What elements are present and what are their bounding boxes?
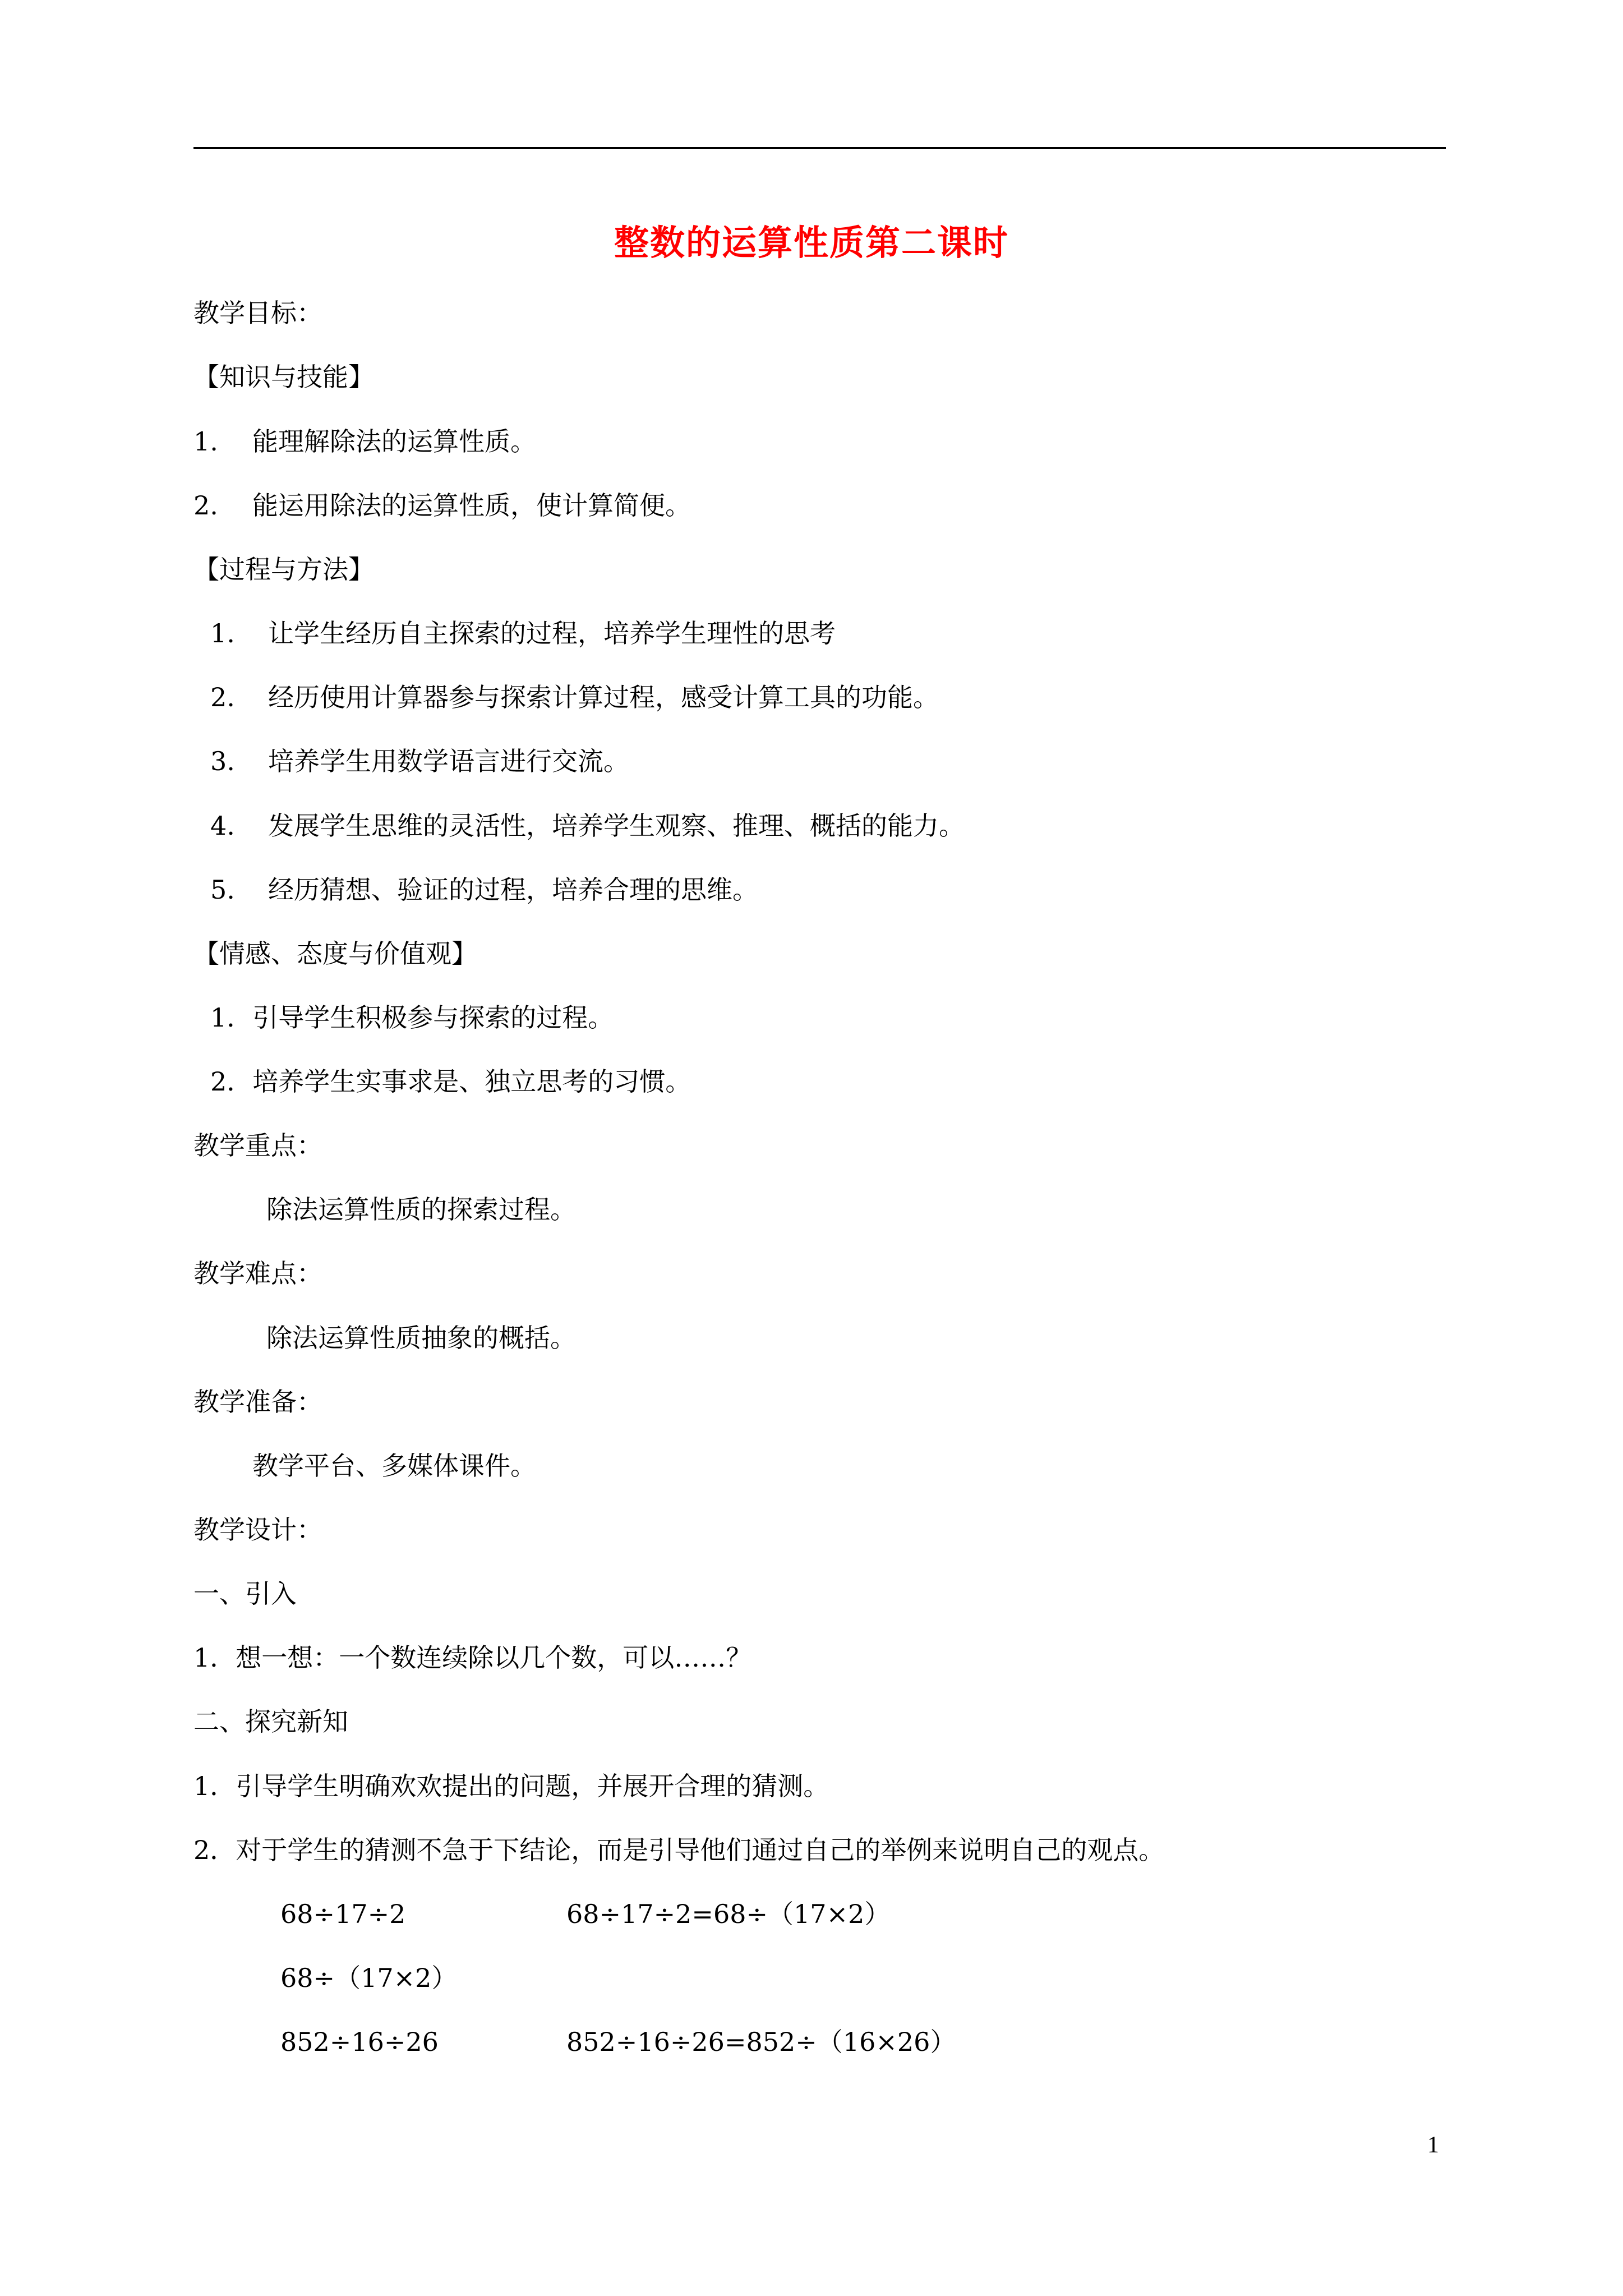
section-intro-heading: 一、引入	[193, 1579, 297, 1609]
item-number: 1.	[193, 426, 218, 457]
process-item	[210, 873, 758, 907]
process-heading: 【过程与方法】	[193, 554, 374, 585]
knowledge-item	[193, 425, 536, 458]
difficulty-label: 教学难点：	[193, 1258, 322, 1289]
item-number: 2.	[193, 490, 218, 521]
item-text: 培养学生用数学语言进行交流。	[268, 746, 629, 776]
item-number: 5.	[210, 875, 235, 905]
item-number: 2.	[210, 682, 235, 712]
example-equation: 852÷16÷26=852÷（16×26）	[566, 2027, 956, 2057]
process-item	[210, 680, 939, 714]
example-equation: 68÷17÷2=68÷（17×2）	[566, 1899, 891, 1929]
item-text: 能运用除法的运算性质，使计算简便。	[252, 490, 691, 521]
item-number: 1.	[210, 618, 235, 648]
section-explore-item: 2．对于学生的猜测不急于下结论，而是引导他们通过自己的举例来说明自己的观点。	[193, 1835, 1165, 1865]
item-number: 4.	[210, 811, 235, 841]
emotion-item: 1．引导学生积极参与探索的过程。	[210, 1002, 614, 1033]
process-item	[210, 809, 965, 843]
knowledge-heading: 【知识与技能】	[193, 362, 374, 392]
preparation-label: 教学准备：	[193, 1387, 322, 1417]
preparation-text: 教学平台、多媒体课件。	[252, 1451, 536, 1481]
page-number: 1	[1427, 2132, 1439, 2158]
key-point-text: 除法运算性质的探索过程。	[266, 1194, 576, 1225]
process-item	[210, 616, 836, 650]
example-expression: 852÷16÷26	[280, 2027, 439, 2057]
teaching-goals-label: 教学目标：	[193, 298, 322, 328]
item-text: 经历使用计算器参与探索计算过程，感受计算工具的功能。	[268, 682, 939, 712]
item-number: 3.	[210, 746, 235, 776]
item-text: 能理解除法的运算性质。	[252, 426, 536, 457]
design-label: 教学设计：	[193, 1515, 322, 1545]
item-text: 发展学生思维的灵活性，培养学生观察、推理、概括的能力。	[268, 811, 965, 841]
item-text: 经历猜想、验证的过程，培养合理的思维。	[268, 875, 758, 905]
header-rule	[193, 147, 1446, 149]
key-point-label: 教学重点：	[193, 1130, 322, 1161]
knowledge-item	[193, 489, 691, 522]
difficulty-text: 除法运算性质抽象的概括。	[266, 1323, 576, 1353]
emotion-heading: 【情感、态度与价值观】	[193, 938, 477, 969]
example-expression: 68÷（17×2）	[280, 1963, 458, 1993]
example-expression: 68÷17÷2	[280, 1899, 406, 1929]
section-explore-item: 1．引导学生明确欢欢提出的问题，并展开合理的猜测。	[193, 1771, 829, 1801]
emotion-item: 2．培养学生实事求是、独立思考的习惯。	[210, 1066, 691, 1097]
process-item	[210, 744, 629, 778]
item-text: 让学生经历自主探索的过程，培养学生理性的思考	[268, 618, 836, 648]
section-intro-item: 1．想一想：一个数连续除以几个数，可以……？	[193, 1642, 752, 1673]
section-explore-heading: 二、探究新知	[193, 1706, 348, 1737]
document-title: 整数的运算性质第二课时	[614, 222, 1009, 263]
